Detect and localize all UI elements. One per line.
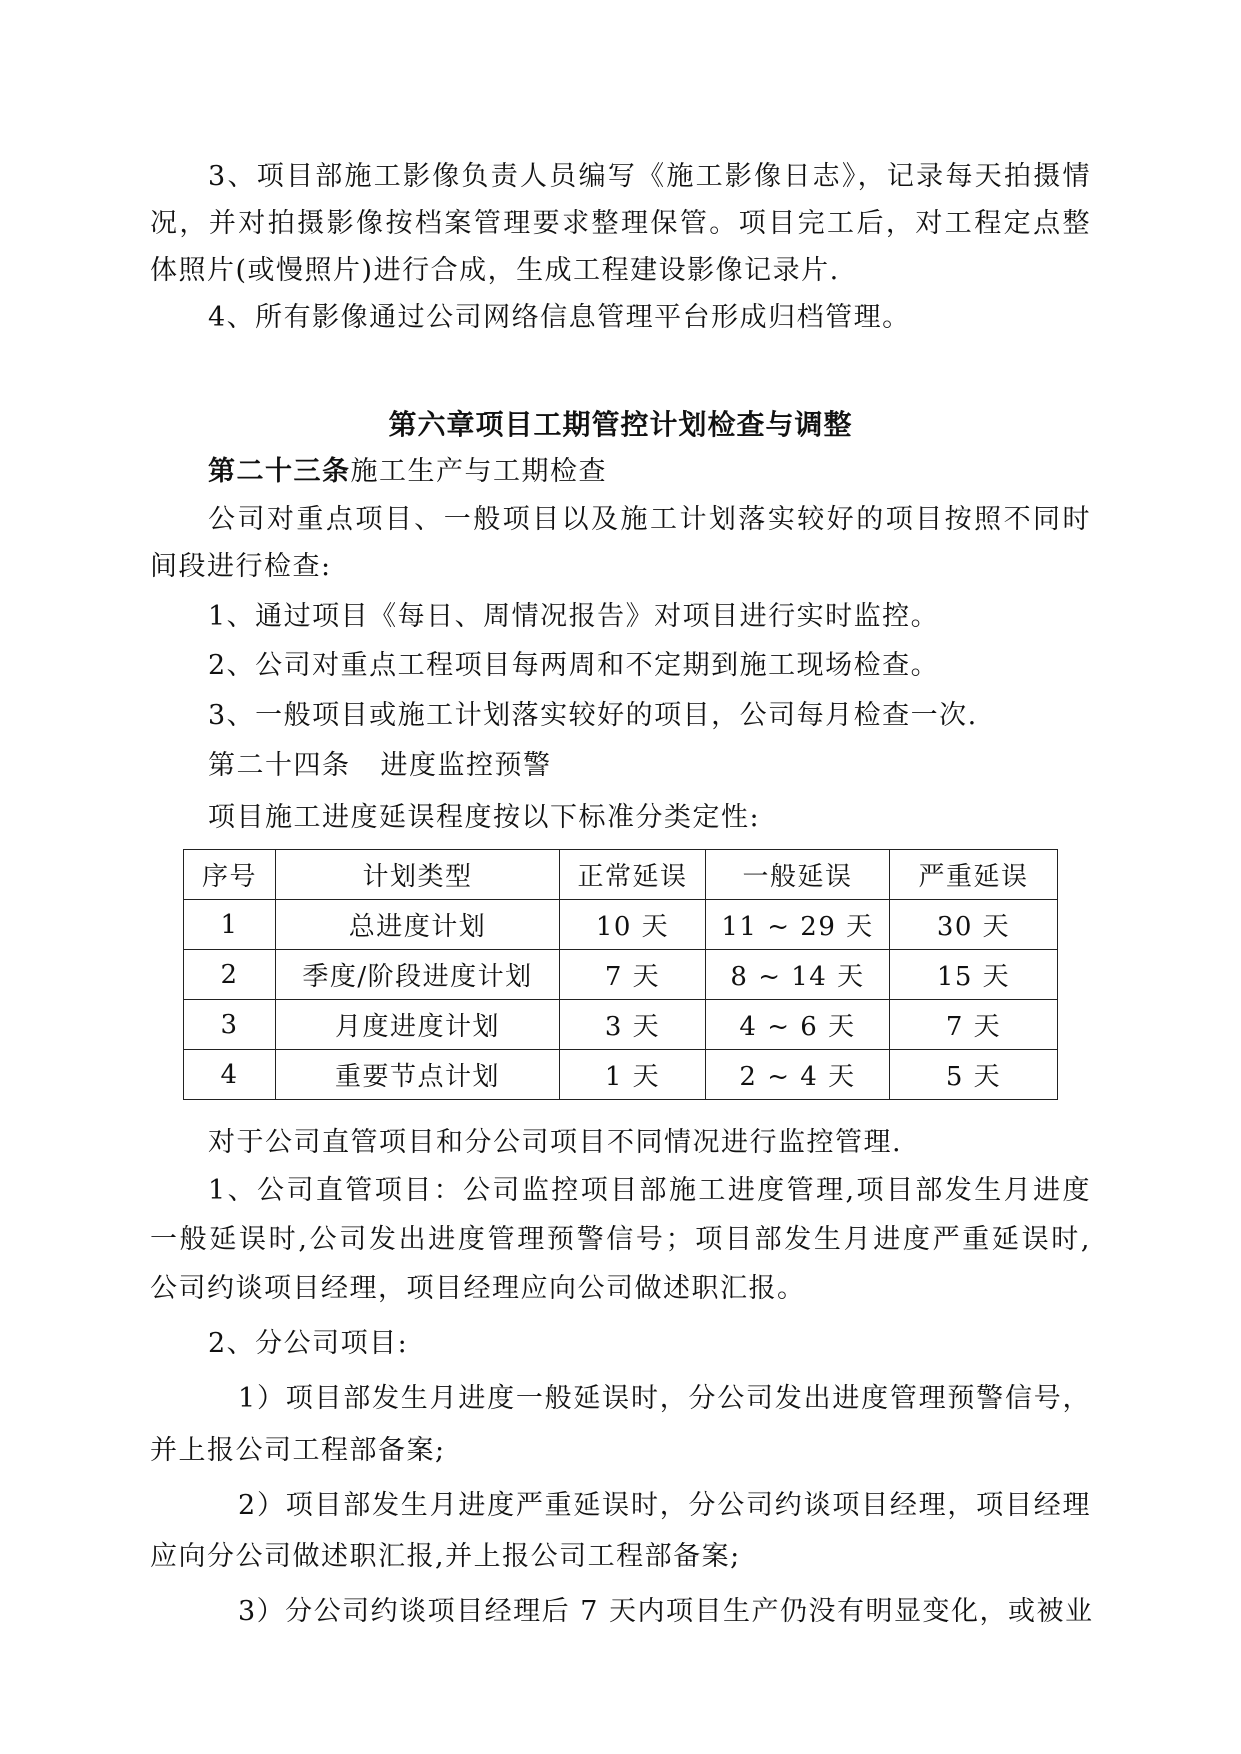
delay-classification-table [183,849,1058,1100]
table-cell: 1 [184,900,276,950]
paragraph-line: 并上报公司工程部备案; [150,1435,446,1466]
table-cell: 11 ~ 29 天 [706,900,890,950]
table-row [184,1050,1058,1100]
table-row [184,1000,1058,1050]
table-cell: 总进度计划 [276,900,560,950]
table-cell: 4 [184,1050,276,1100]
table-cell: 10 天 [560,900,706,950]
article-23-title: 施工生产与工期检查 [350,456,607,487]
paragraph-line: 应向分公司做述职汇报,并上报公司工程部备案; [150,1541,741,1572]
article-23-label: 第二十三条 [208,456,351,487]
header-cell: 正常延误 [560,850,706,900]
paragraph-line: 4、所有影像通过公司网络信息管理平台形成归档管理。 [208,302,911,333]
paragraph-line: 公司约谈项目经理，项目经理应向公司做述职汇报。 [150,1273,806,1304]
table-cell: 3 [184,1000,276,1050]
article-24-label: 第二十四条 [208,750,351,781]
paragraph-line: 3、一般项目或施工计划落实较好的项目，公司每月检查一次. [208,700,978,731]
table-cell: 8 ~ 14 天 [706,950,890,1000]
header-cell: 一般延误 [706,850,890,900]
table-row [184,950,1058,1000]
paragraph-line: 体照片(或慢照片)进行合成，生成工程建设影像记录片. [150,255,840,286]
table-cell: 重要节点计划 [276,1050,560,1100]
paragraph-line: 对于公司直管项目和分公司项目不同情况进行监控管理. [208,1127,903,1158]
table-cell: 15 天 [890,950,1058,1000]
paragraph-line: 2、分公司项目: [208,1328,409,1359]
table-cell: 7 天 [890,1000,1058,1050]
table-row [184,900,1058,950]
table-cell: 季度/阶段进度计划 [276,950,560,1000]
paragraph-line: 1、公司直管项目：公司监控项目部施工进度管理,项目部发生月进度 [208,1175,1091,1206]
header-cell: 严重延误 [890,850,1058,900]
paragraph-line: 3）分公司约谈项目经理后 7 天内项目生产仍没有明显变化，或被业 [238,1596,1094,1627]
paragraph-line: 一般延误时,公司发出进度管理预警信号；项目部发生月进度严重延误时, [150,1224,1091,1255]
table-header-row [184,850,1058,900]
paragraph-line: 公司对重点项目、一般项目以及施工计划落实较好的项目按照不同时 [208,504,1091,535]
header-cell: 序号 [184,850,276,900]
table-cell: 5 天 [890,1050,1058,1100]
paragraph-line: 1、通过项目《每日、周情况报告》对项目进行实时监控。 [208,601,940,632]
table-cell: 4 ~ 6 天 [706,1000,890,1050]
paragraph-line: 1）项目部发生月进度一般延误时，分公司发出进度管理预警信号， [238,1383,1091,1414]
table-intro: 项目施工进度延误程度按以下标准分类定性: [208,802,761,833]
header-cell: 计划类型 [276,850,560,900]
table-cell: 2 ~ 4 天 [706,1050,890,1100]
article-24-heading [208,746,1241,786]
paragraph-line: 况，并对拍摄影像按档案管理要求整理保管。项目完工后，对工程定点整 [150,208,1091,239]
table-cell: 7 天 [560,950,706,1000]
paragraph-line: 2）项目部发生月进度严重延误时，分公司约谈项目经理，项目经理 [238,1490,1091,1521]
paragraph-line: 间段进行检查: [150,551,332,582]
paragraph-line: 2、公司对重点工程项目每两周和不定期到施工现场检查。 [208,650,940,681]
article-23-heading [208,452,1241,492]
table-cell: 30 天 [890,900,1058,950]
table-cell: 2 [184,950,276,1000]
table-cell: 3 天 [560,1000,706,1050]
article-24-title: 进度监控预警 [380,750,552,781]
table-cell: 1 天 [560,1050,706,1100]
table-cell: 月度进度计划 [276,1000,560,1050]
paragraph-line: 3、项目部施工影像负责人员编写《施工影像日志》，记录每天拍摄情 [208,161,1091,192]
chapter-title: 第六章项目工期管控计划检查与调整 [388,408,853,441]
